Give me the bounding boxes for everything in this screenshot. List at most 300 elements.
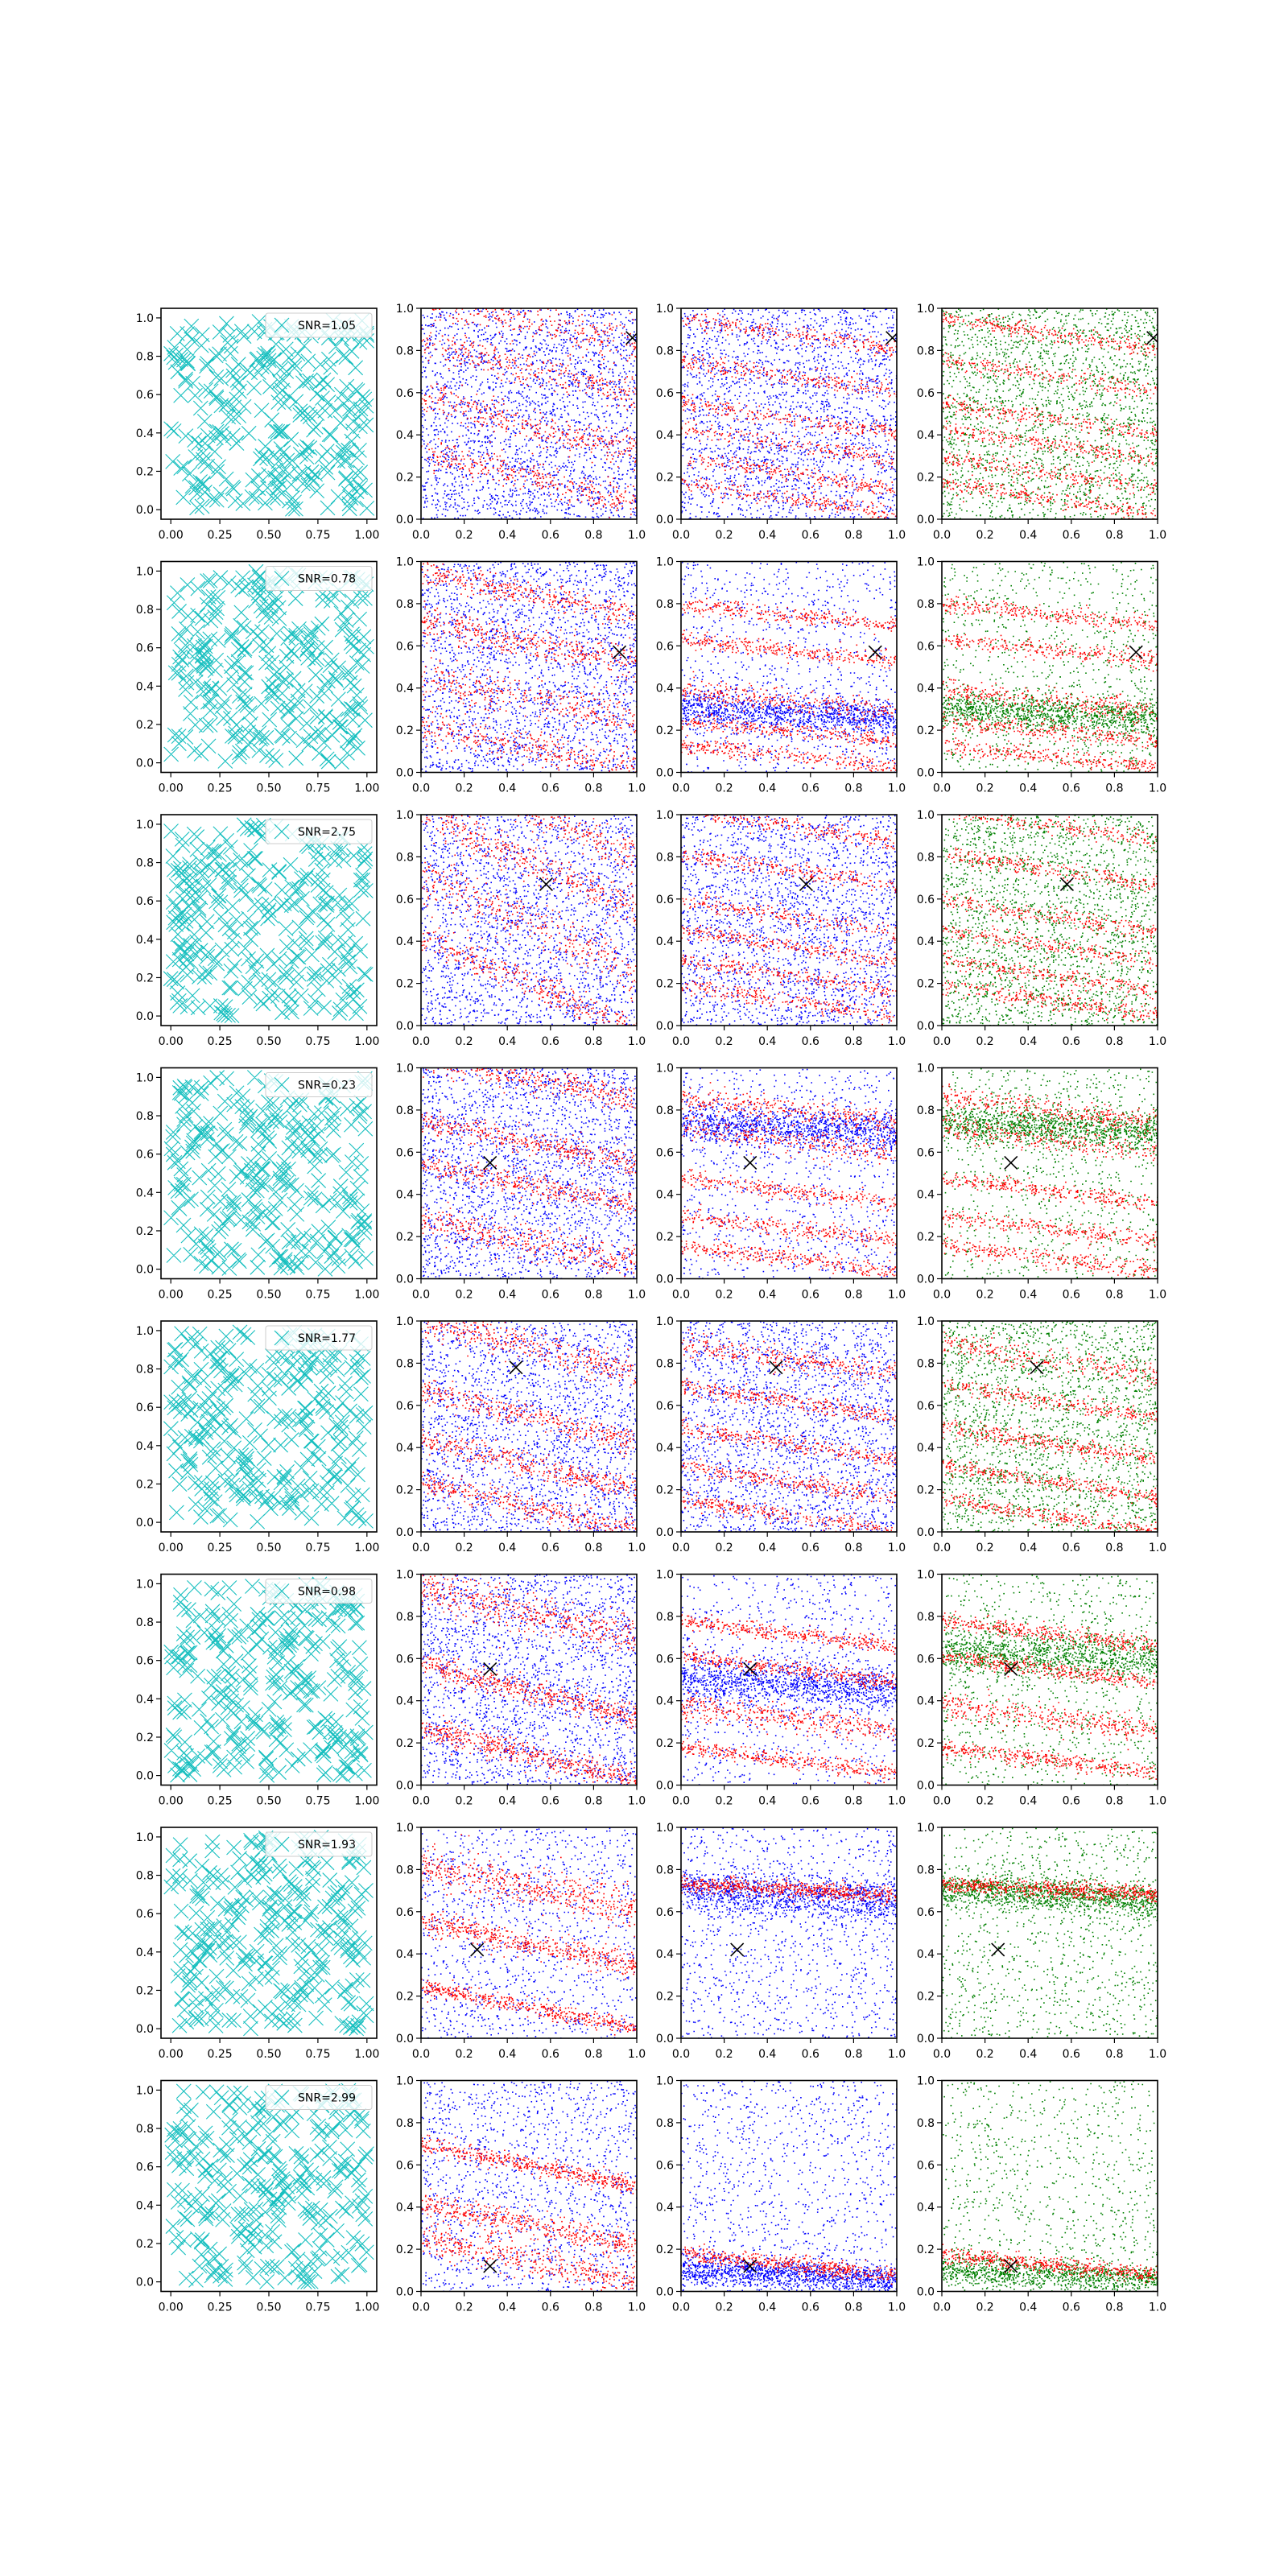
y-tick-label: 0.0 <box>135 1010 154 1024</box>
y-tick-label: 0.0 <box>655 1020 674 1033</box>
legend <box>266 313 372 337</box>
y-tick-label: 0.8 <box>655 2116 674 2130</box>
y-tick-label: 0.6 <box>135 642 154 655</box>
y-tick-label: 0.0 <box>655 2285 674 2299</box>
x-tick-label: 0.6 <box>1062 1288 1080 1302</box>
y-tick-label: 0.2 <box>395 2244 414 2257</box>
x-tick-label: 0.6 <box>1062 529 1080 542</box>
x-tick-label: 0.2 <box>455 1288 473 1302</box>
x-tick-label: 0.25 <box>207 2301 233 2314</box>
legend <box>266 2086 372 2110</box>
y-tick-label: 0.8 <box>916 345 935 358</box>
subplot-r3-c3 <box>656 802 906 1048</box>
y-tick-label: 0.2 <box>395 1231 414 1245</box>
y-tick-label: 0.4 <box>916 2201 935 2215</box>
y-tick-label: 0.6 <box>395 1399 414 1413</box>
subplot-r5-c4 <box>917 1315 1166 1554</box>
plot-area <box>942 1575 1158 1785</box>
x-tick-label: 1.0 <box>1148 1794 1167 1808</box>
y-tick-label: 0.0 <box>135 757 154 770</box>
x-tick-label: 0.2 <box>715 529 733 542</box>
y-tick-label: 0.8 <box>135 1869 154 1883</box>
x-tick-label: 0.6 <box>1062 1794 1080 1808</box>
x-tick-label: 0.2 <box>976 2301 994 2314</box>
y-tick-label: 1.0 <box>916 555 935 569</box>
y-tick-label: 0.4 <box>655 682 674 696</box>
y-tick-label: 1.0 <box>655 2074 674 2088</box>
y-tick-label: 0.4 <box>135 1693 154 1707</box>
y-tick-label: 0.4 <box>655 429 674 443</box>
x-tick-label: 0.8 <box>1105 1542 1124 1554</box>
x-tick-label: 0.8 <box>584 1794 603 1808</box>
y-tick-label: 0.8 <box>916 1610 935 1624</box>
y-tick-label: 0.0 <box>395 2285 414 2299</box>
x-tick-label: 0.2 <box>976 1035 994 1048</box>
x-tick-label: 0.8 <box>844 2048 863 2061</box>
y-tick-label: 1.0 <box>655 1822 674 1835</box>
y-tick-label: 0.8 <box>655 1610 674 1624</box>
subplot-r7-c2 <box>396 1822 646 2061</box>
x-tick-label: 0.4 <box>758 1288 777 1302</box>
x-tick-label: 0.6 <box>1062 2048 1080 2061</box>
y-tick-label: 0.2 <box>655 1737 674 1751</box>
x-tick-label: 0.0 <box>411 1542 431 1554</box>
y-tick-label: 1.0 <box>395 1315 414 1328</box>
x-tick-label: 0.6 <box>541 1035 559 1048</box>
y-tick-label: 1.0 <box>916 303 935 316</box>
y-tick-label: 1.0 <box>395 1062 414 1075</box>
y-tick-label: 1.0 <box>135 1578 154 1591</box>
x-tick-label: 0.50 <box>256 1542 282 1554</box>
y-tick-label: 0.4 <box>395 682 414 696</box>
x-tick-label: 0.8 <box>1105 2048 1124 2061</box>
y-tick-label: 0.2 <box>916 1231 935 1245</box>
x-tick-label: 0.6 <box>541 782 559 795</box>
x-tick-label: 0.4 <box>1019 2048 1038 2061</box>
x-tick-label: 0.8 <box>1105 782 1124 795</box>
y-tick-label: 0.6 <box>395 386 414 400</box>
y-tick-label: 0.0 <box>916 2033 935 2046</box>
y-tick-label: 1.0 <box>135 565 154 579</box>
x-tick-label: 0.0 <box>671 1794 691 1808</box>
y-tick-label: 1.0 <box>916 1822 935 1835</box>
subplot-r6-c3 <box>656 1569 906 1808</box>
x-tick-label: 1.0 <box>627 1794 646 1808</box>
y-tick-label: 0.2 <box>135 1224 154 1238</box>
x-tick-label: 0.2 <box>715 1288 733 1302</box>
y-tick-label: 0.6 <box>655 1905 674 1919</box>
x-tick-label: 0.2 <box>455 1035 473 1048</box>
x-tick-label: 1.00 <box>354 1035 380 1048</box>
y-tick-label: 0.6 <box>916 1146 935 1160</box>
x-tick-label: 1.0 <box>887 529 906 542</box>
x-tick-label: 0.8 <box>584 1035 603 1048</box>
x-tick-label: 0.75 <box>305 1288 331 1302</box>
y-tick-label: 1.0 <box>655 1315 674 1328</box>
legend <box>266 567 372 591</box>
y-tick-label: 0.2 <box>395 1990 414 2004</box>
y-tick-label: 0.4 <box>395 429 414 443</box>
x-tick-label: 0.4 <box>498 1542 517 1554</box>
x-tick-label: 0.8 <box>584 529 603 542</box>
subplot-r5-c1 <box>136 1321 380 1554</box>
x-tick-label: 0.75 <box>305 2048 331 2061</box>
x-tick-label: 0.00 <box>158 1542 184 1554</box>
x-tick-label: 1.0 <box>1148 1288 1167 1302</box>
x-tick-label: 0.0 <box>671 1288 691 1302</box>
y-tick-label: 0.6 <box>395 1653 414 1666</box>
x-tick-label: 0.8 <box>584 1288 603 1302</box>
legend <box>266 1326 372 1350</box>
x-tick-label: 0.8 <box>1105 1794 1124 1808</box>
x-tick-label: 0.8 <box>844 782 863 795</box>
legend-label: SNR=1.05 <box>298 320 356 332</box>
x-tick-label: 1.0 <box>887 1794 906 1808</box>
y-tick-label: 0.0 <box>395 1020 414 1033</box>
subplot-r8-c2 <box>396 2075 646 2314</box>
y-tick-label: 0.2 <box>395 471 414 485</box>
x-tick-label: 0.0 <box>932 1288 952 1302</box>
y-tick-label: 0.8 <box>916 1357 935 1371</box>
y-tick-label: 0.2 <box>655 1484 674 1497</box>
y-tick-label: 0.8 <box>655 1104 674 1117</box>
subplot-r8-c1 <box>136 2081 380 2314</box>
x-tick-label: 1.0 <box>1148 2301 1167 2314</box>
x-tick-label: 0.2 <box>715 2301 733 2314</box>
y-tick-label: 1.0 <box>135 1071 154 1085</box>
x-tick-label: 0.00 <box>158 1288 184 1302</box>
subplot-r7-c4 <box>917 1822 1166 2061</box>
legend <box>266 1832 372 1856</box>
x-tick-label: 0.6 <box>541 2301 559 2314</box>
y-tick-label: 1.0 <box>916 809 935 822</box>
y-tick-label: 0.8 <box>135 350 154 364</box>
x-tick-label: 0.75 <box>305 2301 331 2314</box>
y-tick-label: 0.0 <box>395 1779 414 1793</box>
y-tick-label: 0.2 <box>135 972 154 985</box>
x-tick-label: 1.0 <box>627 2048 646 2061</box>
y-tick-label: 0.6 <box>135 389 154 402</box>
y-tick-label: 0.8 <box>395 597 414 611</box>
x-tick-label: 0.4 <box>758 782 777 795</box>
plot-area <box>942 1321 1158 1532</box>
y-tick-label: 0.6 <box>655 2159 674 2173</box>
y-tick-label: 0.2 <box>395 1484 414 1497</box>
x-tick-label: 0.8 <box>844 1288 863 1302</box>
y-tick-label: 0.8 <box>395 2116 414 2130</box>
subplot-r3-c1 <box>136 815 380 1048</box>
x-tick-label: 1.0 <box>887 2048 906 2061</box>
legend-label: SNR=2.75 <box>298 826 356 839</box>
plot-area <box>681 1827 897 2038</box>
y-tick-label: 0.0 <box>655 766 674 780</box>
x-tick-label: 1.0 <box>887 2301 906 2314</box>
plot-area <box>421 815 637 1026</box>
x-tick-label: 0.50 <box>256 782 282 795</box>
y-tick-label: 0.8 <box>395 1610 414 1624</box>
subplot-r3-c4 <box>917 801 1166 1048</box>
x-tick-label: 0.6 <box>801 2301 819 2314</box>
x-tick-label: 0.2 <box>976 1288 994 1302</box>
y-tick-label: 0.8 <box>135 857 154 870</box>
y-tick-label: 1.0 <box>135 1831 154 1844</box>
x-tick-label: 0.0 <box>671 1542 691 1554</box>
y-tick-label: 1.0 <box>916 1062 935 1075</box>
y-tick-label: 0.4 <box>655 2201 674 2215</box>
x-tick-label: 0.50 <box>256 2048 282 2061</box>
x-tick-label: 0.25 <box>207 1288 233 1302</box>
y-tick-label: 0.6 <box>395 1905 414 1919</box>
y-tick-label: 0.0 <box>916 1020 935 1033</box>
x-tick-label: 0.50 <box>256 2301 282 2314</box>
x-tick-label: 0.0 <box>932 782 952 795</box>
y-tick-label: 0.8 <box>916 1104 935 1117</box>
y-tick-label: 0.0 <box>395 766 414 780</box>
y-tick-label: 1.0 <box>395 555 414 569</box>
y-tick-label: 0.0 <box>655 2033 674 2046</box>
subplot-r4-c3 <box>656 1063 906 1302</box>
x-tick-label: 0.0 <box>671 1035 691 1048</box>
x-tick-label: 0.4 <box>498 1288 517 1302</box>
x-tick-label: 0.4 <box>498 1794 517 1808</box>
y-tick-label: 0.0 <box>135 504 154 518</box>
x-tick-label: 0.75 <box>305 1794 331 1808</box>
y-tick-label: 1.0 <box>655 1062 674 1075</box>
y-tick-label: 0.8 <box>916 851 935 865</box>
y-tick-label: 1.0 <box>395 809 414 822</box>
x-tick-label: 0.2 <box>455 1542 473 1554</box>
y-tick-label: 0.6 <box>395 893 414 906</box>
x-tick-label: 0.0 <box>932 2048 952 2061</box>
x-tick-label: 0.6 <box>1062 2301 1080 2314</box>
x-tick-label: 0.6 <box>1062 782 1080 795</box>
y-tick-label: 0.6 <box>135 2161 154 2174</box>
subplot-r8-c3 <box>656 2075 906 2314</box>
y-tick-label: 0.8 <box>916 597 935 611</box>
x-tick-label: 0.6 <box>801 1794 819 1808</box>
y-tick-label: 0.2 <box>135 1731 154 1744</box>
y-tick-label: 0.8 <box>655 597 674 611</box>
y-tick-label: 1.0 <box>655 1568 674 1582</box>
legend <box>266 1073 372 1097</box>
y-tick-label: 0.0 <box>916 514 935 526</box>
x-tick-label: 0.8 <box>844 2301 863 2314</box>
x-tick-label: 0.8 <box>584 782 603 795</box>
y-tick-label: 0.0 <box>916 2285 935 2299</box>
y-tick-label: 0.2 <box>916 1737 935 1751</box>
y-tick-label: 0.6 <box>395 2159 414 2173</box>
x-tick-label: 0.6 <box>801 2048 819 2061</box>
x-tick-label: 0.0 <box>411 1794 431 1808</box>
x-tick-label: 0.00 <box>158 782 184 795</box>
y-tick-label: 0.4 <box>916 1442 935 1455</box>
y-tick-label: 1.0 <box>135 312 154 325</box>
x-tick-label: 0.75 <box>305 1542 331 1554</box>
subplot-r3-c2 <box>396 756 646 1048</box>
y-tick-label: 0.8 <box>395 851 414 865</box>
x-tick-label: 0.4 <box>758 1794 777 1808</box>
x-tick-label: 0.4 <box>758 2048 777 2061</box>
y-tick-label: 0.4 <box>395 2201 414 2215</box>
y-tick-label: 1.0 <box>135 2084 154 2098</box>
subplot-r7-c3 <box>656 1822 906 2061</box>
y-tick-label: 0.6 <box>135 1402 154 1415</box>
x-tick-label: 0.25 <box>207 782 233 795</box>
y-tick-label: 0.4 <box>135 427 154 440</box>
x-tick-label: 0.8 <box>584 2301 603 2314</box>
y-tick-label: 0.0 <box>135 1517 154 1530</box>
y-tick-label: 0.8 <box>916 1864 935 1877</box>
x-tick-label: 1.0 <box>627 1035 646 1048</box>
legend-label: SNR=0.23 <box>298 1079 356 1092</box>
x-tick-label: 0.0 <box>411 782 431 795</box>
y-tick-label: 0.6 <box>916 386 935 400</box>
y-tick-label: 1.0 <box>395 1822 414 1835</box>
x-tick-label: 1.0 <box>627 782 646 795</box>
x-tick-label: 0.0 <box>411 2048 431 2061</box>
x-tick-label: 0.00 <box>158 2301 184 2314</box>
subplot-r5-c3 <box>656 1315 906 1554</box>
x-tick-label: 0.0 <box>411 1035 431 1048</box>
y-tick-label: 0.0 <box>395 1526 414 1539</box>
x-tick-label: 0.8 <box>584 2048 603 2061</box>
y-tick-label: 0.8 <box>655 851 674 865</box>
y-tick-label: 0.6 <box>916 640 935 654</box>
y-tick-label: 0.8 <box>135 1363 154 1377</box>
x-tick-label: 0.4 <box>758 1542 777 1554</box>
x-tick-label: 1.0 <box>627 2301 646 2314</box>
y-tick-label: 0.2 <box>655 471 674 485</box>
x-tick-label: 0.6 <box>801 1542 819 1554</box>
x-tick-label: 0.25 <box>207 1794 233 1808</box>
y-tick-label: 0.8 <box>135 2123 154 2136</box>
x-tick-label: 0.2 <box>976 1542 994 1554</box>
subplot-r4-c4 <box>917 1063 1166 1302</box>
y-tick-label: 0.0 <box>916 1273 935 1286</box>
x-tick-label: 0.0 <box>932 1794 952 1808</box>
x-tick-label: 0.4 <box>1019 1035 1038 1048</box>
y-tick-label: 0.0 <box>655 1273 674 1286</box>
x-tick-label: 0.00 <box>158 529 184 542</box>
x-tick-label: 0.4 <box>498 2301 517 2314</box>
y-tick-label: 0.4 <box>135 933 154 947</box>
x-tick-label: 0.6 <box>1062 1542 1080 1554</box>
x-tick-label: 0.6 <box>801 1288 819 1302</box>
y-tick-label: 0.2 <box>135 465 154 479</box>
x-tick-label: 1.0 <box>1148 1542 1167 1554</box>
y-tick-label: 0.2 <box>916 2244 935 2257</box>
y-tick-label: 0.0 <box>395 514 414 526</box>
y-tick-label: 1.0 <box>395 303 414 316</box>
x-tick-label: 0.4 <box>498 529 517 542</box>
y-tick-label: 0.4 <box>135 1187 154 1200</box>
x-tick-label: 0.0 <box>671 782 691 795</box>
y-tick-label: 0.6 <box>916 893 935 906</box>
subplot-r5-c2 <box>396 1303 646 1554</box>
x-tick-label: 0.8 <box>844 1035 863 1048</box>
x-tick-label: 0.25 <box>207 1542 233 1554</box>
y-tick-label: 0.8 <box>135 604 154 617</box>
x-tick-label: 0.6 <box>801 529 819 542</box>
x-tick-label: 0.75 <box>305 529 331 542</box>
y-tick-label: 0.0 <box>655 1779 674 1793</box>
x-tick-label: 0.2 <box>455 2301 473 2314</box>
y-tick-label: 0.6 <box>135 1908 154 1922</box>
y-tick-label: 0.4 <box>916 935 935 949</box>
y-tick-label: 0.2 <box>916 724 935 738</box>
x-tick-label: 0.6 <box>801 1035 819 1048</box>
x-tick-label: 1.0 <box>887 1542 906 1554</box>
y-tick-label: 0.6 <box>655 1653 674 1666</box>
y-tick-label: 0.8 <box>395 1357 414 1371</box>
x-tick-label: 0.8 <box>844 1542 863 1554</box>
y-tick-label: 0.0 <box>135 1263 154 1277</box>
legend-label: SNR=0.98 <box>298 1585 356 1599</box>
x-tick-label: 0.2 <box>715 1794 733 1808</box>
x-tick-label: 0.8 <box>844 1794 863 1808</box>
y-tick-label: 0.0 <box>655 1526 674 1539</box>
x-tick-label: 0.25 <box>207 2048 233 2061</box>
y-tick-label: 0.2 <box>655 2244 674 2257</box>
x-tick-label: 0.0 <box>932 1542 952 1554</box>
x-tick-label: 0.00 <box>158 1794 184 1808</box>
subplot-r6-c1 <box>136 1575 380 1808</box>
legend <box>266 1579 372 1604</box>
x-tick-label: 1.0 <box>1148 1035 1167 1048</box>
legend-label: SNR=1.77 <box>298 1332 356 1345</box>
y-tick-label: 0.2 <box>655 977 674 991</box>
x-tick-label: 0.2 <box>455 782 473 795</box>
y-tick-label: 0.4 <box>655 1442 674 1455</box>
y-tick-label: 0.6 <box>655 1399 674 1413</box>
x-tick-label: 1.00 <box>354 1542 380 1554</box>
subplot-r1-c2 <box>396 267 646 542</box>
plot-area <box>942 1068 1158 1279</box>
y-tick-label: 0.6 <box>135 895 154 909</box>
x-tick-label: 0.0 <box>411 2301 431 2314</box>
x-tick-label: 0.50 <box>256 1288 282 1302</box>
y-tick-label: 0.4 <box>135 1439 154 1453</box>
x-tick-label: 1.00 <box>354 2301 380 2314</box>
y-tick-label: 0.2 <box>916 1990 935 2004</box>
y-tick-label: 0.6 <box>655 640 674 654</box>
y-tick-label: 0.0 <box>395 2033 414 2046</box>
y-tick-label: 0.8 <box>135 1110 154 1124</box>
y-tick-label: 0.2 <box>655 724 674 738</box>
y-tick-label: 0.0 <box>916 1526 935 1539</box>
x-tick-label: 0.4 <box>498 2048 517 2061</box>
y-tick-label: 1.0 <box>916 1315 935 1328</box>
x-tick-label: 1.0 <box>887 1035 906 1048</box>
x-tick-label: 0.0 <box>671 529 691 542</box>
x-tick-label: 0.4 <box>1019 1794 1038 1808</box>
y-tick-label: 0.8 <box>655 345 674 358</box>
y-tick-label: 0.0 <box>916 766 935 780</box>
y-tick-label: 1.0 <box>655 809 674 822</box>
y-tick-label: 0.0 <box>135 1769 154 1783</box>
y-tick-label: 0.8 <box>655 1357 674 1371</box>
x-tick-label: 1.0 <box>627 1542 646 1554</box>
x-tick-label: 0.0 <box>671 2048 691 2061</box>
x-tick-label: 1.0 <box>1148 782 1167 795</box>
subplot-r4-c1 <box>136 1068 380 1302</box>
subplot-r2-c4 <box>917 556 1166 795</box>
subplot-r2-c1 <box>136 562 380 795</box>
y-tick-label: 0.0 <box>916 1779 935 1793</box>
x-tick-label: 0.00 <box>158 2048 184 2061</box>
y-tick-label: 0.8 <box>395 1104 414 1117</box>
x-tick-label: 0.4 <box>1019 2301 1038 2314</box>
